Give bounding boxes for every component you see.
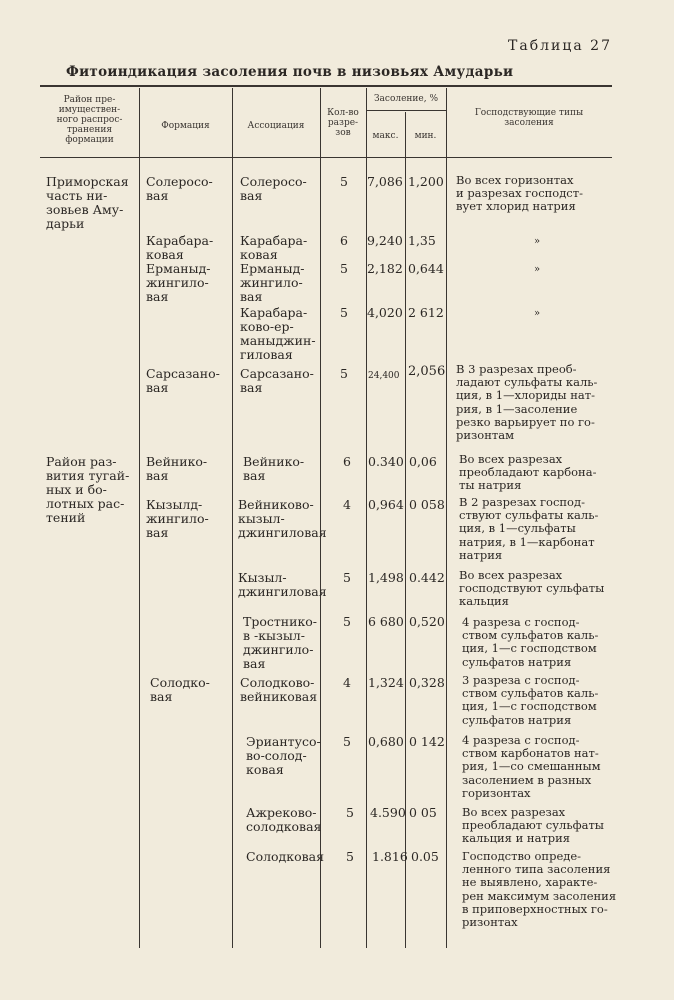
formation-ermanydzhingilovaya: Ерманыд- жингило- вая <box>146 261 211 304</box>
table-row-count: 4 <box>343 675 351 690</box>
table-row-min: 0.05 <box>411 849 439 864</box>
table-number: Таблица 27 <box>508 38 612 54</box>
table-row-types: » <box>534 264 541 275</box>
formation-kyzyldzhingilovaya: Кызылд- жингило- вая <box>146 497 209 540</box>
table-row-types: Во всех разрезах преобладают карбона- ты натрия <box>459 452 597 493</box>
table-row-max: 4.590 <box>370 805 406 820</box>
table-row-types: Во всех разрезах господствуют сульфаты кальция <box>459 568 605 609</box>
table-row-association: Сарсазано- вая <box>240 366 314 395</box>
salinity-subheader-rule <box>366 110 446 111</box>
table-row-count: 5 <box>346 805 354 820</box>
table-row-association: Вейнико- вая <box>243 454 305 483</box>
col-divider-5 <box>405 112 406 948</box>
table-row-max: 0.340 <box>368 454 404 469</box>
table-row-association: Солеросо- вая <box>240 174 307 203</box>
formation-sarsazanovaya: Сарсазано- вая <box>146 366 220 395</box>
table-row-count: 5 <box>340 261 348 276</box>
table-row-max: 7,086 <box>367 174 403 189</box>
table-row-max: 24,400 <box>368 371 400 381</box>
table-row-count: 6 <box>343 454 351 469</box>
table-row-min: 0.442 <box>409 570 445 585</box>
table-row-association: Кызыл- джингиловая <box>238 570 327 599</box>
header-count: Кол-во разре- зов <box>327 108 359 138</box>
table-row-max: 1.816 <box>372 849 408 864</box>
table-row-association: Ерманыд- жингило- вая <box>240 261 305 304</box>
table-row-types: Во всех разрезах преобладают сульфаты кальция и натрия <box>462 805 604 846</box>
table-row-association: Карабара- ковая <box>240 233 308 262</box>
table-row-max: 1,324 <box>368 675 404 690</box>
table-row-count: 6 <box>340 233 348 248</box>
formation-solodkovaya: Солодко- вая <box>150 675 210 704</box>
table-row-association: Ажреково- солодковая <box>246 805 322 834</box>
table-row-min: 1,200 <box>408 174 444 189</box>
table-row-min: 2,056 <box>408 364 446 379</box>
top-rule <box>40 85 612 87</box>
formation-veinikovaya: Вейнико- вая <box>146 454 208 483</box>
col-divider-6 <box>446 88 447 948</box>
table-row-min: 0 058 <box>409 497 445 512</box>
header-salinity: Засоление, % <box>373 94 439 104</box>
table-row-types: В 3 разрезах преоб- ладают сульфаты каль- ция, в 1—хлориды нат- рия, в 1—засоление резко варьирует по го- ризонтам <box>456 362 598 443</box>
table-row-count: 4 <box>343 497 351 512</box>
table-title: Фитоиндикация засоления почв в низовьях Амударьи <box>66 64 514 80</box>
table-row-min: 0,520 <box>409 614 445 629</box>
header-types: Господствующие типы засоления <box>474 108 584 128</box>
table-row-min: 0,644 <box>408 261 444 276</box>
table-row-count: 5 <box>346 849 354 864</box>
table-row-count: 5 <box>340 305 348 320</box>
table-row-max: 4,020 <box>367 305 403 320</box>
table-row-count: 5 <box>340 366 348 381</box>
header-min: мин. <box>414 131 437 141</box>
table-row-count: 5 <box>343 570 351 585</box>
table-row-types: Господство опреде- ленного типа засоления не выявлено, характе- рен максимум засоления в приповерхностных го- ризонтах <box>462 849 617 930</box>
table-row-max: 6 680 <box>368 614 404 629</box>
table-row-max: 1,498 <box>368 570 404 585</box>
table-row-max: 0,680 <box>368 734 404 749</box>
col-divider-1 <box>139 88 140 948</box>
table-row-min: 0,328 <box>409 675 445 690</box>
table-row-types: Во всех горизонтах и разрезах господст- вует хлорид натрия <box>456 173 583 214</box>
header-formation: Формация <box>161 121 210 131</box>
table-row-max: 2,182 <box>367 261 403 276</box>
col-divider-4 <box>366 88 367 948</box>
table-row-association: Эриантусо- во-солод- ковая <box>246 734 321 777</box>
formation-solerosovaya: Солеросо- вая <box>146 174 213 203</box>
table-row-min: 0 05 <box>409 805 437 820</box>
region-coastal: Приморская часть ни- зовьев Аму- дарьи <box>46 174 129 231</box>
table-row-min: 2 612 <box>408 305 444 320</box>
table-row-count: 5 <box>343 734 351 749</box>
header-max: макс. <box>372 131 399 141</box>
table-row-types: 4 разреза с господ- ством сульфатов каль- ция, 1—с господством сульфатов натрия <box>462 615 599 669</box>
table-row-association: Солодковая <box>246 849 324 864</box>
table-row-types: 4 разреза с господ- ством карбонатов нат- рия, 1—со смешанным засолением в разных горизонтах <box>462 733 601 800</box>
table-row-max: 0,964 <box>368 497 404 512</box>
table-row-min: 1,35 <box>408 233 436 248</box>
header-association: Ассоциация <box>247 121 305 131</box>
table-row-min: 0,06 <box>409 454 437 469</box>
formation-karabarakovaya: Карабара- ковая <box>146 233 214 262</box>
table-row-min: 0 142 <box>409 734 445 749</box>
col-divider-2 <box>232 88 233 948</box>
table-row-types: 3 разреза с господ- ством сульфатов каль- ция, 1—с господством сульфатов натрия <box>462 673 599 727</box>
header-region: Район пре- имуществен- ного распрос- транения формации <box>56 95 123 145</box>
table-row-types: » <box>534 308 541 319</box>
table-row-max: 9,240 <box>367 233 403 248</box>
header-bottom-rule <box>40 157 612 158</box>
table-row-association: Тростнико- в -кызыл- джингило- вая <box>243 614 318 671</box>
region-tugai: Район раз- вития тугай- ных и бо- лотных рас- тений <box>46 454 130 525</box>
table-row-association: Карабара- ково-ер- маныджин- гиловая <box>240 305 316 362</box>
table-row-count: 5 <box>340 174 348 189</box>
table-row-association: Вейниково- кызыл- джингиловая <box>238 497 327 540</box>
table-row-association: Солодково- вейниковая <box>240 675 318 704</box>
table-row-types: В 2 разрезах господ- ствуют сульфаты каль- ция, в 1—сульфаты натрия, в 1—карбонат натрия <box>459 495 599 562</box>
table-row-count: 5 <box>343 614 351 629</box>
table-row-types: » <box>534 236 541 247</box>
